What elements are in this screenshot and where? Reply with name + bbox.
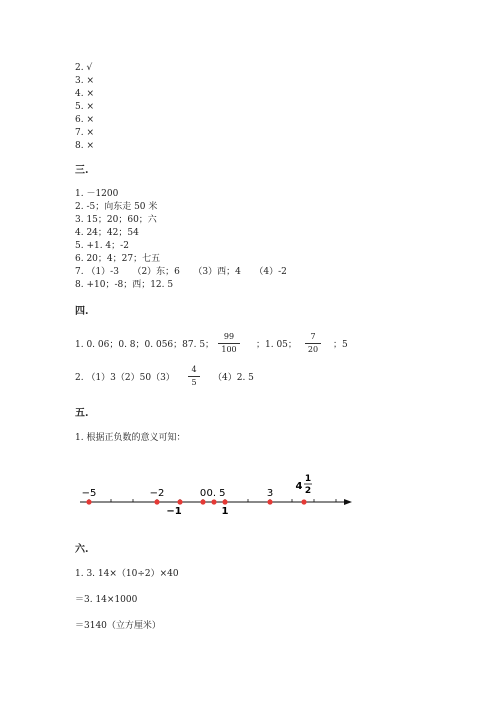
fraction: [218, 332, 240, 355]
fraction: [188, 365, 200, 388]
fraction-numerator: 7: [310, 332, 316, 341]
label-minus-5: −5: [81, 488, 97, 499]
point-0: [200, 499, 205, 504]
answer-text: 1. 0. 06；0. 8；0. 056；87. 5；: [75, 340, 215, 350]
answer-text: （4）2. 5: [213, 373, 254, 383]
answer-line: 7. （1）-3 （2）东；6 （3）西；4 （4）-2: [75, 267, 287, 277]
point-minus-5: [86, 499, 91, 504]
answer-line: 5. ×: [75, 102, 94, 112]
answer-text: ；1. 05；: [256, 340, 297, 350]
fraction-bar: [305, 343, 321, 344]
label-0: 0: [199, 488, 207, 499]
fraction-numerator: 4: [191, 365, 197, 374]
point-3: [267, 499, 272, 504]
section-3-heading: 三.: [75, 165, 89, 176]
label-minus-1: −1: [166, 506, 182, 517]
point-1: [222, 499, 227, 504]
fraction-denominator: 5: [191, 378, 197, 387]
point-minus-2: [154, 499, 159, 504]
answer-line: ＝3. 14×1000: [75, 595, 138, 605]
answer-line: ＝3140（立方厘米）: [75, 621, 161, 631]
fraction-bar: [188, 376, 200, 377]
mixed-numerator: 1: [304, 474, 312, 484]
answer-text: 2. （1）3（2）50（3）: [75, 373, 175, 383]
mixed-number-label: [296, 474, 312, 496]
answer-text: ；5: [333, 340, 348, 350]
section-5-heading: 五.: [75, 408, 89, 419]
fraction: [305, 332, 321, 355]
answer-line: 8. +10；-8；西；12. 5: [75, 280, 174, 290]
label-0-5: 0. 5: [206, 488, 226, 499]
point-minus-1: [177, 499, 182, 504]
fraction-numerator: 99: [223, 332, 235, 341]
point-0-5: [211, 499, 216, 504]
fraction-denominator: 20: [307, 345, 319, 354]
label-minus-2: −2: [149, 488, 165, 499]
section-4-heading: 四.: [75, 306, 89, 317]
label-3: 3: [266, 488, 274, 499]
answer-line: 8. ×: [75, 141, 94, 151]
number-line-diagram: [70, 462, 360, 522]
label-1: 1: [221, 506, 229, 517]
answer-line: 7. ×: [75, 128, 94, 138]
fraction-denominator: 100: [221, 345, 237, 354]
answer-line: 2. -5；向东走 50 米: [75, 202, 158, 212]
answer-line: 1. 3. 14×（10÷2）×40: [75, 569, 179, 579]
arrow-head-icon: [344, 499, 352, 505]
mixed-denominator: 2: [304, 486, 312, 496]
answer-line: 6. ×: [75, 115, 94, 125]
answer-line: 1. －1200: [75, 189, 119, 199]
answer-line: 4. ×: [75, 89, 94, 99]
answer-line: 3. ×: [75, 76, 94, 86]
section-6-heading: 六.: [75, 544, 89, 555]
answer-line: 4. 24；42；54: [75, 228, 139, 238]
answer-line: 3. 15；20；60；六: [75, 215, 157, 225]
answer-line: 6. 20；4；27；七五: [75, 254, 161, 264]
mixed-whole: 4: [295, 481, 303, 492]
fraction-bar: [218, 343, 240, 344]
answer-line: 1. 根据正负数的意义可知：: [75, 433, 186, 443]
point-4-half: [301, 499, 306, 504]
answer-line: 2. √: [75, 63, 93, 73]
answer-line: 5. +1. 4；-2: [75, 241, 129, 251]
